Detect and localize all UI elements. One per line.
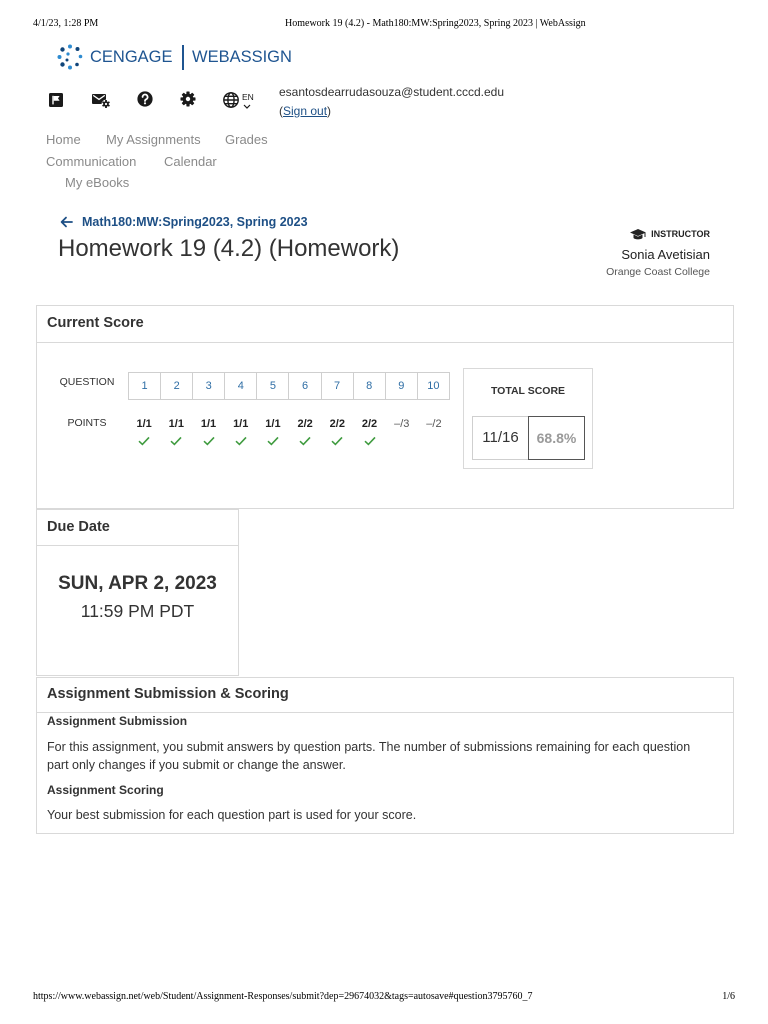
cengage-webassign-logo[interactable] xyxy=(56,42,298,74)
instructor-school: Orange Coast College xyxy=(606,266,710,278)
question-row-label: QUESTION xyxy=(59,376,115,388)
question-points-value: 2/2 xyxy=(361,418,378,430)
help-icon[interactable] xyxy=(136,90,156,108)
submission-scoring-heading: Assignment Submission & Scoring xyxy=(47,686,289,702)
nav-my-ebooks[interactable]: My eBooks xyxy=(65,175,130,190)
instructor-label: INSTRUCTOR xyxy=(651,229,710,239)
print-page-title: Homework 19 (4.2) - Math180:MW:Spring2023, Spring 2023 | WebAssign xyxy=(285,18,586,29)
nav-communication[interactable]: Communication xyxy=(46,154,137,169)
brand-name-webassign: WEBASSIGN xyxy=(192,48,292,66)
sign-out-open-paren: ( xyxy=(279,104,283,118)
nav-home[interactable]: Home xyxy=(46,132,81,147)
question-link-8[interactable]: 8 xyxy=(353,373,385,399)
print-datetime: 4/1/23, 1:28 PM xyxy=(33,18,99,29)
question-points-cell xyxy=(128,417,160,446)
question-points-cell xyxy=(160,417,192,446)
question-link-5[interactable]: 5 xyxy=(256,373,288,399)
nav-my-assignments[interactable]: My Assignments xyxy=(106,132,201,147)
page-title: Homework 19 (4.2) (Homework) xyxy=(58,235,400,262)
question-points-value: 2/2 xyxy=(329,418,345,430)
question-points-cell xyxy=(192,417,224,446)
graduation-cap-icon xyxy=(629,228,647,241)
checkmark-icon xyxy=(299,436,311,446)
gear-icon[interactable] xyxy=(179,90,199,108)
cengage-logo-icon xyxy=(57,44,83,70)
flag-icon[interactable] xyxy=(47,91,67,109)
print-page-number: 1/6 xyxy=(722,991,735,1002)
mail-settings-icon[interactable] xyxy=(91,91,111,109)
checkmark-icon xyxy=(138,436,150,446)
chevron-down-icon[interactable] xyxy=(243,104,251,109)
arrow-left-icon[interactable] xyxy=(60,216,73,228)
checkmark-icon xyxy=(203,436,215,446)
question-link-6[interactable]: 6 xyxy=(288,373,320,399)
question-link-9[interactable]: 9 xyxy=(385,373,417,399)
question-points-value: 2/2 xyxy=(297,418,313,430)
question-points-cell xyxy=(418,417,450,446)
checkmark-icon xyxy=(235,436,247,446)
question-points-cell xyxy=(289,417,321,446)
panel-header xyxy=(37,678,733,713)
question-link-4[interactable]: 4 xyxy=(224,373,256,399)
question-points-cell xyxy=(321,417,353,446)
checkmark-icon xyxy=(170,436,182,446)
checkmark-icon xyxy=(267,436,279,446)
total-score-box xyxy=(463,368,593,469)
nav-grades[interactable]: Grades xyxy=(225,132,268,147)
sign-out-row xyxy=(279,104,331,119)
total-score-percent: 68.8% xyxy=(528,416,585,460)
due-time-value: 11:59 PM PDT xyxy=(80,601,195,621)
question-points-value: 1/1 xyxy=(233,418,249,430)
panel-header xyxy=(37,510,238,546)
language-label[interactable]: EN xyxy=(242,92,254,102)
total-score-points: 11/16 xyxy=(472,416,529,460)
question-points-value: 1/1 xyxy=(200,418,217,430)
assignment-scoring-heading: Assignment Scoring xyxy=(47,783,164,797)
due-date-panel xyxy=(36,509,239,676)
question-points-cell xyxy=(386,417,418,446)
assignment-submission-text: For this assignment, you submit answers by question parts. The number of submissions remaining for each question part only changes if you submit or change the answer. xyxy=(47,740,691,772)
question-points-cell xyxy=(353,417,385,446)
question-link-1[interactable]: 1 xyxy=(141,380,148,392)
user-email: esantosdearrudasouza@student.cccd.edu xyxy=(279,85,504,99)
current-score-panel xyxy=(36,305,734,509)
brand-name-cengage: CENGAGE xyxy=(90,48,173,66)
due-date-heading: Due Date xyxy=(47,519,110,535)
question-points-value: –/2 xyxy=(426,418,442,430)
checkmark-icon xyxy=(331,436,343,446)
current-score-heading: Current Score xyxy=(47,315,144,331)
sign-out-link[interactable]: Sign out xyxy=(283,104,328,118)
checkmark-icon xyxy=(364,436,376,446)
total-score-label: TOTAL SCORE xyxy=(490,385,566,397)
question-link-10[interactable]: 10 xyxy=(417,373,449,399)
question-points-value: 1/1 xyxy=(136,418,152,430)
question-points-value: 1/1 xyxy=(168,418,184,430)
question-points-value: –/3 xyxy=(394,418,410,430)
course-back-link[interactable]: Math180:MW:Spring2023, Spring 2023 xyxy=(82,215,308,229)
submission-scoring-panel xyxy=(36,677,734,834)
nav-calendar[interactable]: Calendar xyxy=(164,154,217,169)
panel-header xyxy=(37,306,733,343)
print-url: https://www.webassign.net/web/Student/Assignment-Responses/submit?dep=29674032&tags=autosave#question3795760_7 xyxy=(33,991,533,1002)
sign-out-close-paren: ) xyxy=(327,104,332,118)
instructor-name: Sonia Avetisian xyxy=(621,247,710,262)
assignment-scoring-text: Your best submission for each question part is used for your score. xyxy=(47,808,417,822)
points-row xyxy=(128,417,450,446)
question-link-7[interactable]: 7 xyxy=(321,373,353,399)
due-date-value: SUN, APR 2, 2023 xyxy=(58,573,217,594)
brand-divider xyxy=(182,45,184,70)
globe-icon[interactable] xyxy=(222,91,242,109)
question-link-3[interactable]: 3 xyxy=(192,373,224,399)
question-points-cell xyxy=(225,417,257,446)
assignment-submission-heading: Assignment Submission xyxy=(47,714,188,728)
question-links-row xyxy=(128,372,450,400)
question-points-cell xyxy=(257,417,289,446)
points-row-label: POINTS xyxy=(67,417,107,429)
question-points-value: 1/1 xyxy=(265,418,281,430)
question-link-2[interactable]: 2 xyxy=(160,373,192,399)
